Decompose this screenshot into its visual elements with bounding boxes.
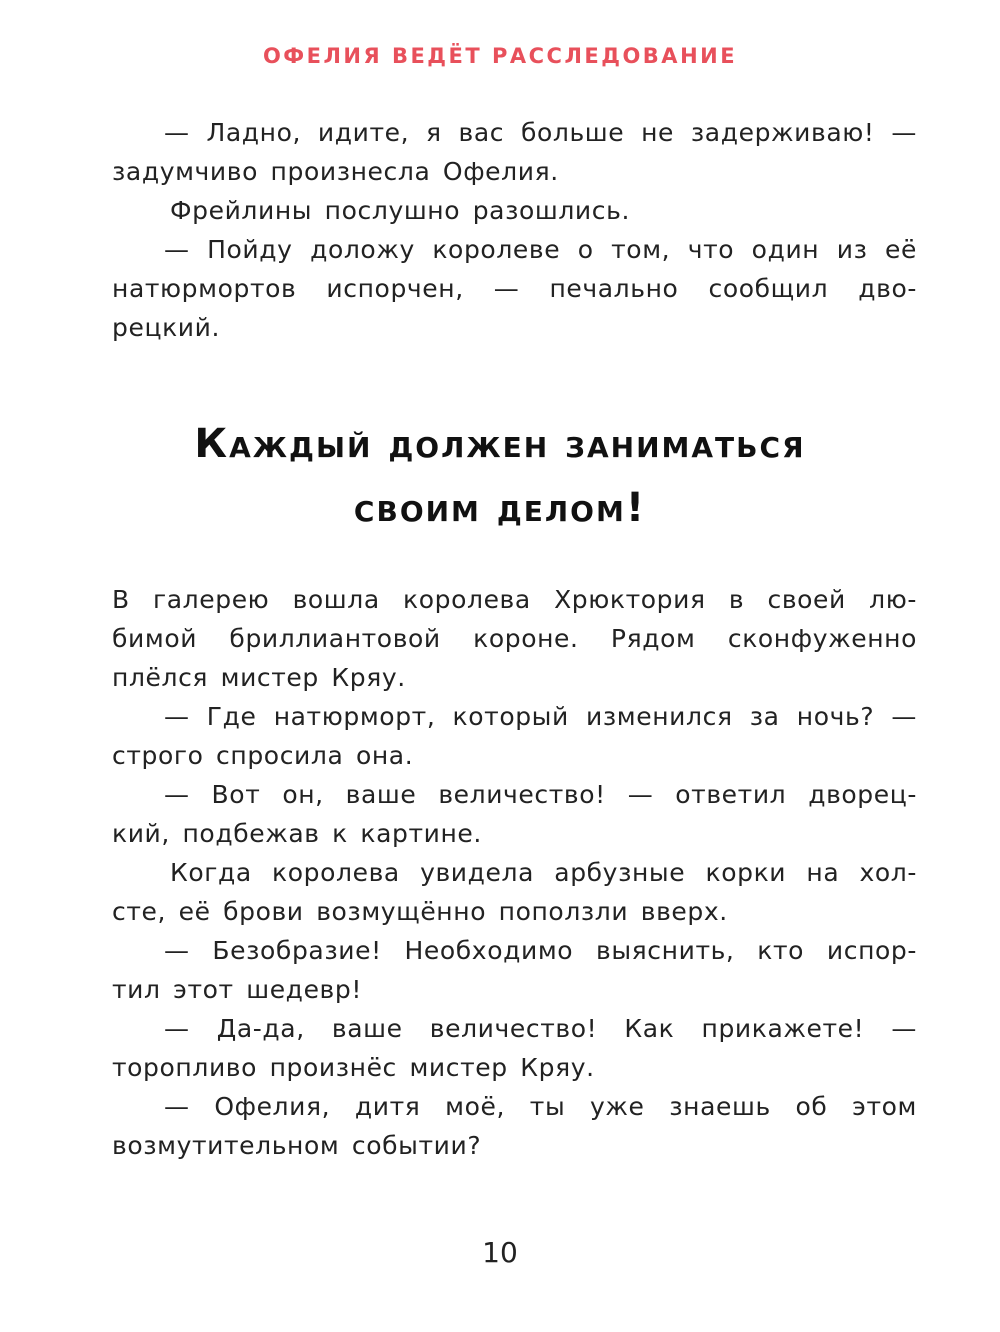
text-block-top bbox=[112, 113, 917, 347]
paragraph bbox=[112, 697, 917, 775]
text-line: задумчиво произнесла Офелия. bbox=[112, 157, 559, 186]
paragraph bbox=[112, 1009, 917, 1087]
text-line: В галерею вошла королева Хрюктория в своей лю- bbox=[112, 585, 917, 614]
text-line: рецкий. bbox=[112, 313, 221, 342]
text-line: бимой бриллиантовой короне. Рядом сконфуженно bbox=[112, 624, 917, 653]
running-header: ОФЕЛИЯ ВЕДЁТ РАССЛЕДОВАНИЕ bbox=[262, 44, 738, 68]
text-line: — Вот он, ваше величество! — ответил дворец- bbox=[164, 780, 917, 809]
page-number: 10 bbox=[482, 1236, 518, 1269]
text-line: — Офелия, дитя моё, ты уже знаешь об этом bbox=[164, 1092, 917, 1121]
paragraph bbox=[112, 931, 917, 1009]
text-line: — Ладно, идите, я вас больше не задерживаю! — bbox=[164, 118, 917, 147]
chapter-title-line: Каждый должен заниматься bbox=[194, 421, 806, 467]
text-line: — Пойду доложу королеве о том, что один из её bbox=[164, 235, 917, 264]
paragraph bbox=[112, 580, 917, 697]
chapter-title bbox=[0, 412, 1000, 540]
text-line: тил этот шедевр! bbox=[112, 975, 362, 1004]
paragraph bbox=[112, 230, 917, 347]
paragraph bbox=[112, 853, 917, 931]
text-line: строго спросила она. bbox=[112, 741, 414, 770]
text-line: Фрейлины послушно разошлись. bbox=[170, 196, 631, 225]
text-line: плёлся мистер Кряу. bbox=[112, 663, 406, 692]
paragraph bbox=[112, 113, 917, 191]
text-line: торопливо произнёс мистер Кряу. bbox=[112, 1053, 595, 1082]
text-block-main bbox=[112, 580, 917, 1165]
paragraph bbox=[112, 1087, 917, 1165]
paragraph bbox=[112, 775, 917, 853]
text-line: — Безобразие! Необходимо выяснить, кто испор- bbox=[164, 936, 917, 965]
text-line: кий, подбежав к картине. bbox=[112, 819, 482, 848]
text-line: возмутительном событии? bbox=[112, 1131, 482, 1160]
paragraph bbox=[112, 191, 917, 230]
text-line: натюрмортов испорчен, — печально сообщил дво- bbox=[112, 274, 917, 303]
chapter-title-line: своим делом! bbox=[353, 485, 647, 531]
text-line: Когда королева увидела арбузные корки на хол- bbox=[170, 858, 917, 887]
text-line: — Да-да, ваше величество! Как прикажете! — bbox=[164, 1014, 917, 1043]
text-line: сте, её брови возмущённо поползли вверх. bbox=[112, 897, 728, 926]
text-line: — Где натюрморт, который изменился за ночь? — bbox=[164, 702, 917, 731]
